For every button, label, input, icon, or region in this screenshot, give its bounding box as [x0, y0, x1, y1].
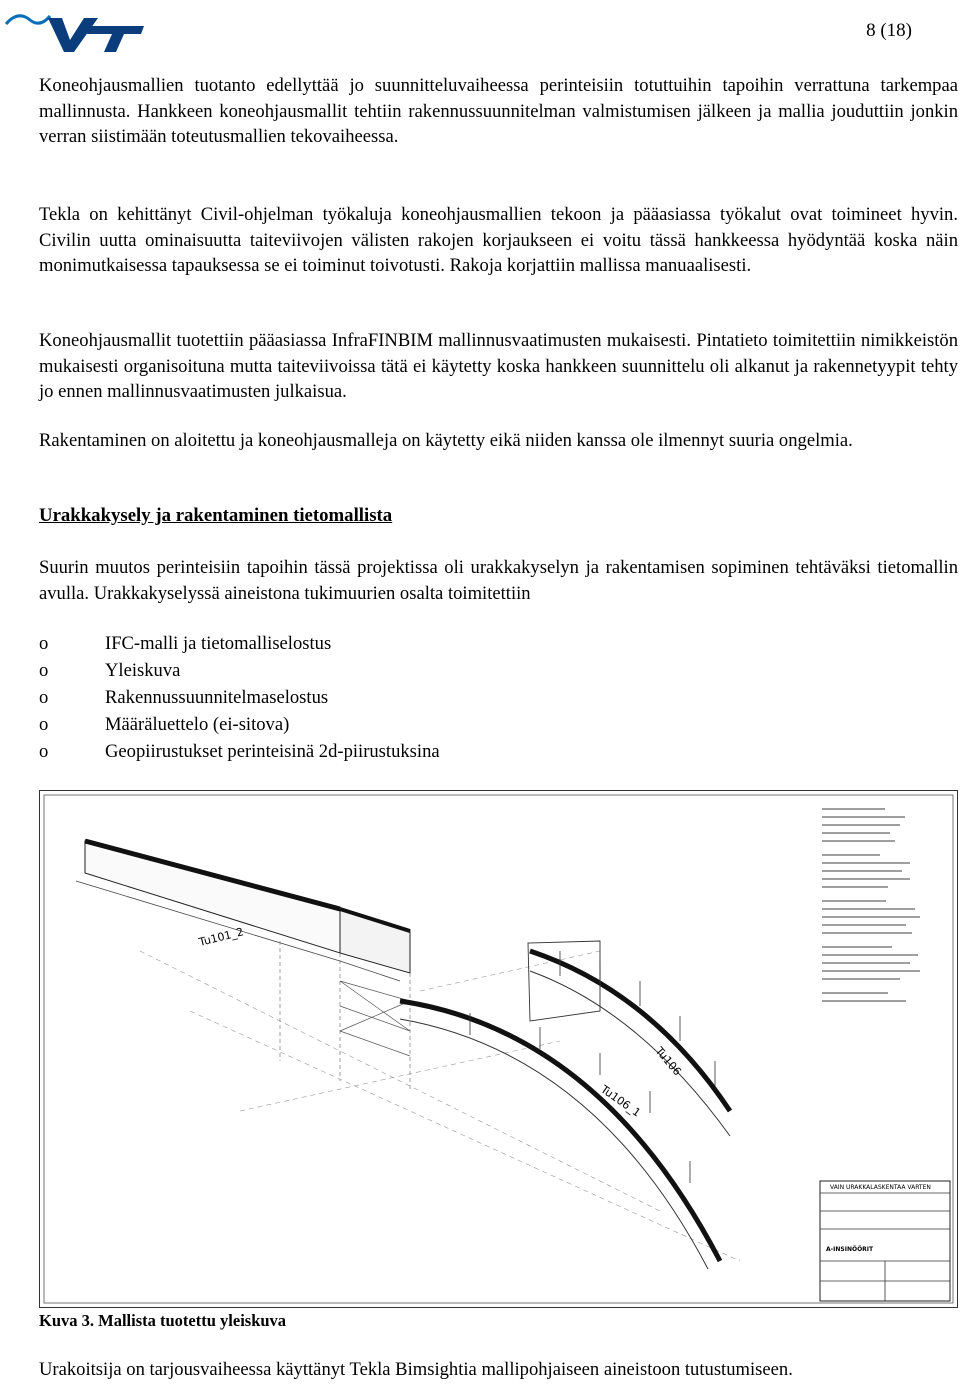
- list-item-text: IFC-malli ja tietomalliselostus: [105, 633, 332, 654]
- list-item: [39, 711, 440, 738]
- title-block-company: A-INSINÖÖRIT: [826, 1246, 874, 1253]
- figure-caption: Kuva 3. Mallista tuotettu yleiskuva: [39, 1311, 287, 1330]
- bullet-marker: o: [39, 714, 49, 735]
- vtt-logo: [4, 2, 144, 56]
- paragraph-3: Koneohjausmallit tuotettiin pääasiassa InfraFINBIM mallinnusvaatimusten mukaisesti. Pintatieto toimitettiin nimikkeistön mukaisesti organisoituna mutta taiteviivoissa tätä ei käytetty koska hankkeen suunnittelu oli alkanut ja rakennetyypit tehty jo ennen mallinnusvaatimusten julkaisua.: [39, 330, 958, 402]
- page-number: 8 (18): [866, 20, 912, 41]
- list-item-text: Rakennussuunnitelmaselostus: [105, 687, 329, 708]
- wall-label-tu101: Tu101_2: [197, 925, 245, 949]
- list-item-text: Geopiirustukset perinteisinä 2d-piirustuksina: [105, 741, 440, 762]
- title-block-note: VAIN URAKKALASKENTAA VARTEN: [830, 1184, 931, 1191]
- bullet-marker: o: [39, 660, 49, 681]
- list-item: [39, 657, 440, 684]
- wall-tu101: [76, 841, 410, 1091]
- paragraph-2: Tekla on kehittänyt Civil-ohjelman työkaluja koneohjausmallien tekoon ja pääasiassa työkalut ovat toimineet hyvin. Civilin uutta ominaisuutta taiteviivojen välisten rakojen korjaukseen ei voitu tässä hankkeessa hyödyntää koska näin monimutkaisessa tapauksessa se ei toiminut toivotusti. Rakoja korjattiin mallissa manuaalisesti.: [39, 204, 958, 276]
- bullet-marker: o: [39, 687, 49, 708]
- drawing-canvas: [40, 791, 957, 1307]
- closing-paragraph: Urakoitsija on tarjousvaiheessa käyttänyt Tekla Bimsightia mallipohjaiseen aineistoon tutustumiseen.: [39, 1359, 793, 1380]
- wall-label-tu106-1: Tu106_1: [598, 1082, 644, 1120]
- list-item: [39, 738, 440, 765]
- overview-drawing: [39, 790, 958, 1308]
- section-heading: Urakkakysely ja rakentaminen tietomallista: [39, 505, 393, 526]
- list-item-text: Määräluettelo (ei-sitova): [105, 714, 290, 735]
- bullet-marker: o: [39, 633, 49, 654]
- paragraph-4: Rakentaminen on aloitettu ja koneohjausmalleja on käytetty eikä niiden kanssa ole ilmennyt suuria ongelmia.: [39, 430, 853, 451]
- section-intro: Suurin muutos perinteisiin tapoihin tässä projektissa oli urakkakyselyn ja rakentamisen sopiminen tehtäväksi tietomallin avulla. Urakkakyselyssä aineistona tukimuurien osalta toimitettiin: [39, 557, 958, 604]
- bullet-marker: o: [39, 741, 49, 762]
- title-block: [820, 1181, 950, 1301]
- list-item: [39, 630, 440, 657]
- paragraph-1: Koneohjausmallien tuotanto edellyttää jo suunnitteluvaiheessa perinteisiin totuttuihin tapoihin verrattuna tarkempaa mallinnusta. Hankkeen koneohjausmallit tehtiin rakennussuunnitelman valmistumisen jälkeen ja mallia jouduttiin jonkin verran siistimään toteutusmallien tekovaiheessa.: [39, 75, 958, 147]
- wall-label-tu106: Tu106: [652, 1044, 684, 1079]
- deliverables-list: [39, 630, 440, 765]
- list-item: [39, 684, 440, 711]
- drawing-notes: [822, 809, 920, 1001]
- list-item-text: Yleiskuva: [105, 660, 181, 681]
